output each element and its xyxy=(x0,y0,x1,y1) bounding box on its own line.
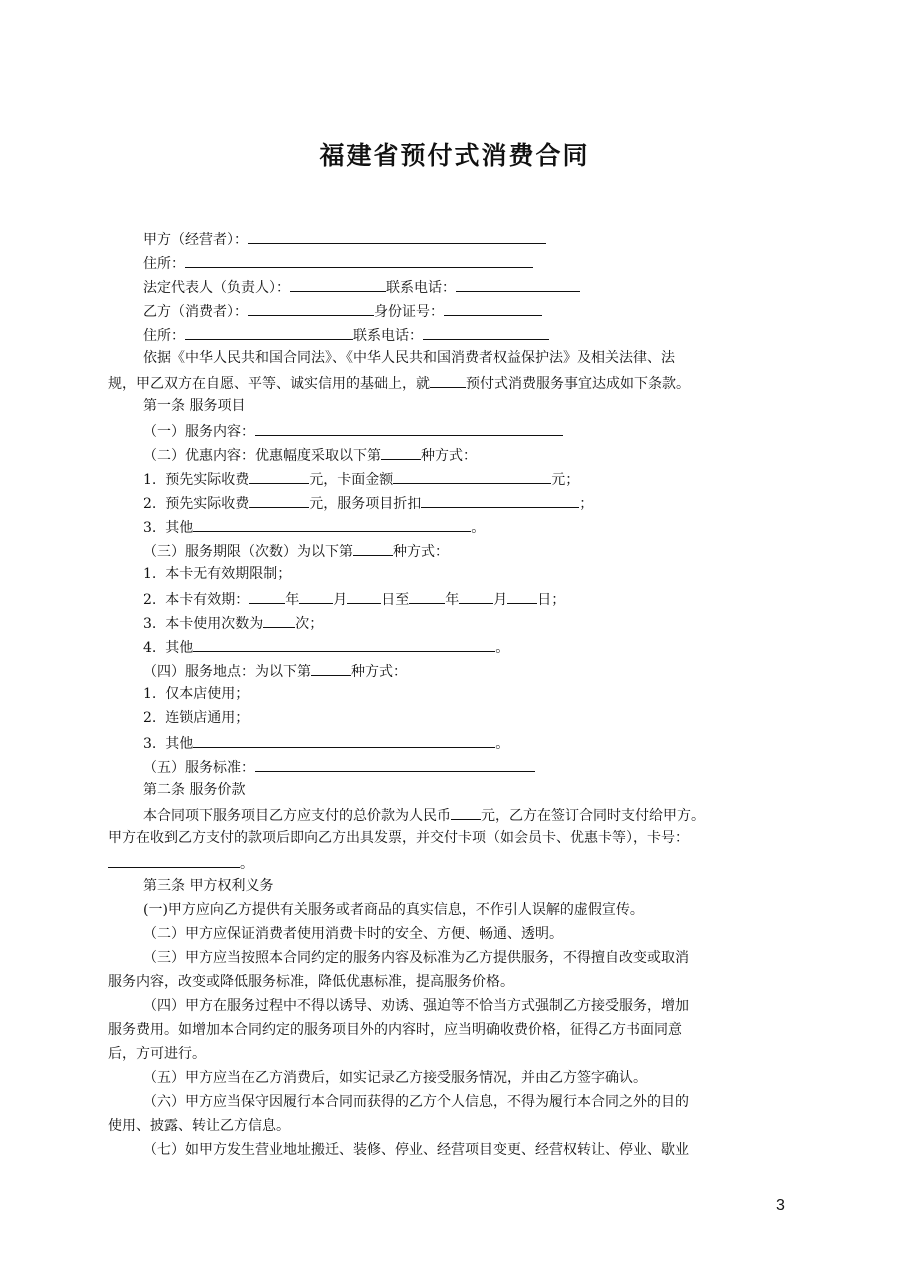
discount-option-3 xyxy=(143,517,485,537)
end-day-blank xyxy=(507,589,537,604)
month-label: 月 xyxy=(333,592,348,608)
preamble-text-a: 规，甲乙双方在自愿、平等、诚实信用的基础上，就 xyxy=(108,376,430,392)
year-label: 年 xyxy=(445,592,460,608)
discount-option-2 xyxy=(143,493,593,513)
option-text: 本卡无有效期限制； xyxy=(165,566,292,582)
option-text-b: 次； xyxy=(295,616,324,632)
option-text-a: 其他 xyxy=(165,736,194,752)
address-b-label: 住所： xyxy=(143,328,185,344)
place-choice-blank xyxy=(311,661,351,676)
term-option-1 xyxy=(143,565,291,583)
option-text-a: 其他 xyxy=(165,520,194,536)
preamble-line-2 xyxy=(108,373,690,393)
article3-clause-4-line-3: 后，方可进行。 xyxy=(108,1046,206,1062)
term-text-a: （三）服务期限（次数）为以下第 xyxy=(143,544,353,560)
discount-choice-blank xyxy=(381,445,421,460)
article2-line-1 xyxy=(143,805,705,825)
option-text-a: 本卡使用次数为 xyxy=(165,616,264,632)
option-number: 2. xyxy=(143,496,157,512)
discount-option-1 xyxy=(143,469,579,489)
other-place-blank xyxy=(193,733,495,748)
place-option-2 xyxy=(143,709,249,727)
legal-rep-blank xyxy=(290,277,386,292)
option-number: 3. xyxy=(143,616,157,632)
id-number-blank xyxy=(444,301,542,316)
discount-text-b: 种方式： xyxy=(421,448,477,464)
option-text-b: 元，卡面金额 xyxy=(309,472,394,488)
other-term-blank xyxy=(193,637,495,652)
service-standard-label: （五）服务标准： xyxy=(143,760,255,776)
option-text-a: 其他 xyxy=(165,640,194,656)
phone-a-label: 联系电话： xyxy=(386,280,456,296)
party-a-label: 甲方（经营者）： xyxy=(143,232,248,248)
option-number: 2. xyxy=(143,710,157,726)
option-number: 1. xyxy=(143,472,157,488)
start-year-blank xyxy=(249,589,285,604)
party-b-line xyxy=(143,301,542,321)
article2-line-3 xyxy=(108,853,254,873)
party-a-blank xyxy=(248,229,546,244)
discount-line xyxy=(143,445,477,465)
prepaid-amount-blank xyxy=(249,493,309,508)
service-content-blank xyxy=(255,421,563,436)
legal-rep-line xyxy=(143,277,580,297)
term-choice-blank xyxy=(353,541,393,556)
place-option-1 xyxy=(143,685,249,703)
discount-text-a: （二）优惠内容：优惠幅度采取以下第 xyxy=(143,448,381,464)
article2-heading: 第二条 服务价款 xyxy=(143,782,246,798)
term-text-b: 种方式： xyxy=(393,544,449,560)
end-month-blank xyxy=(459,589,493,604)
option-text-b: 。 xyxy=(495,640,510,656)
place-text-a: （四）服务地点：为以下第 xyxy=(143,664,311,680)
option-number: 3. xyxy=(143,736,157,752)
start-month-blank xyxy=(299,589,333,604)
service-type-blank xyxy=(430,373,466,388)
address-a-blank xyxy=(185,253,533,268)
service-standard-line xyxy=(143,757,535,777)
article1-heading: 第一条 服务项目 xyxy=(143,398,246,414)
option-text-a: 预先实际收费 xyxy=(165,472,250,488)
article2-line-2: 甲方在收到乙方支付的款项后即向乙方出具发票，并交付卡项（如会员卡、优惠卡等），卡号： xyxy=(108,830,689,846)
phone-b-blank xyxy=(423,325,549,340)
end-year-blank xyxy=(409,589,445,604)
total-price-blank xyxy=(451,805,481,820)
option-text-c: 元； xyxy=(551,472,580,488)
month-label: 月 xyxy=(493,592,508,608)
article3-clause-7-line-1: （七）如甲方发生营业地址搬迁、装修、停业、经营项目变更、经营权转让、停业、歇业 xyxy=(143,1142,689,1158)
phone-b-label: 联系电话： xyxy=(353,328,423,344)
option-text-b: 元，服务项目折扣 xyxy=(309,496,422,512)
party-a-line xyxy=(143,229,546,249)
phone-a-blank xyxy=(456,277,580,292)
article3-clause-3-line-1: （三）甲方应当按照本合同约定的服务内容及标准为乙方提供服务，不得擅自改变或取消 xyxy=(143,950,689,966)
article3-clause-4-line-1: （四）甲方在服务过程中不得以诱导、劝诱、强迫等不恰当方式强制乙方接受服务，增加 xyxy=(143,998,689,1014)
option-text-c: ； xyxy=(579,496,594,512)
option-number: 1. xyxy=(143,686,157,702)
option-text-b: 。 xyxy=(495,736,510,752)
place-text-b: 种方式： xyxy=(351,664,407,680)
term-option-3 xyxy=(143,613,323,633)
option-text: 仅本店使用； xyxy=(165,686,250,702)
usage-count-blank xyxy=(263,613,295,628)
period: 。 xyxy=(240,856,254,872)
option-text-b: 。 xyxy=(471,520,486,536)
party-b-blank xyxy=(248,301,374,316)
page-number: 3 xyxy=(776,1197,785,1214)
article3-clause-1: (一)甲方应向乙方提供有关服务或者商品的真实信息，不作引人误解的虚假宣传。 xyxy=(143,902,644,918)
term-line xyxy=(143,541,449,561)
prepaid-amount-blank xyxy=(249,469,309,484)
preamble-line-1: 依据《中华人民共和国合同法》、《中华人民共和国消费者权益保护法》及相关法律、法 xyxy=(143,350,675,366)
place-option-3 xyxy=(143,733,509,753)
article3-clause-5: （五）甲方应当在乙方消费后，如实记录乙方接受服务情况，并由乙方签字确认。 xyxy=(143,1070,647,1086)
address-b-line xyxy=(143,325,549,345)
total-price-text-a: 本合同项下服务项目乙方应支付的总价款为人民币 xyxy=(143,808,451,824)
option-number: 3. xyxy=(143,520,157,536)
contract-title: 福建省预付式消费合同 xyxy=(319,141,590,170)
id-number-label: 身份证号： xyxy=(374,304,444,320)
discount-rate-blank xyxy=(421,493,579,508)
article3-clause-3-line-2: 服务内容，改变或降低服务标准，降低优惠标准，提高服务价格。 xyxy=(108,974,514,990)
article3-clause-4-line-2: 服务费用。如增加本合同约定的服务项目外的内容时，应当明确收费价格，征得乙方书面同意 xyxy=(108,1022,682,1038)
address-b-blank xyxy=(185,325,353,340)
place-line xyxy=(143,661,407,681)
address-a-line xyxy=(143,253,533,273)
card-number-blank xyxy=(108,853,240,868)
option-number: 1. xyxy=(143,566,157,582)
option-number: 2. xyxy=(143,592,157,608)
option-text: 连锁店通用； xyxy=(165,710,250,726)
option-text-a: 预先实际收费 xyxy=(165,496,250,512)
service-content-label: （一）服务内容： xyxy=(143,424,255,440)
term-option-4 xyxy=(143,637,509,657)
term-option-2 xyxy=(143,589,565,609)
card-value-blank xyxy=(393,469,551,484)
legal-rep-label: 法定代表人（负责人）： xyxy=(143,280,290,296)
preamble-text-b: 预付式消费服务事宜达成如下条款。 xyxy=(466,376,690,392)
service-content-line xyxy=(143,421,563,441)
option-number: 4. xyxy=(143,640,157,656)
start-day-blank xyxy=(347,589,381,604)
article3-clause-2: （二）甲方应保证消费者使用消费卡时的安全、方便、畅通、透明。 xyxy=(143,926,563,942)
year-label: 年 xyxy=(285,592,300,608)
day-to-label: 日至 xyxy=(381,592,410,608)
article3-heading: 第三条 甲方权利义务 xyxy=(143,878,274,894)
article3-clause-6-line-1: （六）甲方应当保守因履行本合同而获得的乙方个人信息，不得为履行本合同之外的目的 xyxy=(143,1094,689,1110)
article3-clause-6-line-2: 使用、披露、转让乙方信息。 xyxy=(108,1118,290,1134)
other-discount-blank xyxy=(193,517,471,532)
party-b-label: 乙方（消费者）： xyxy=(143,304,248,320)
service-standard-blank xyxy=(255,757,535,772)
total-price-text-b: 元，乙方在签订合同时支付给甲方。 xyxy=(481,808,705,824)
day-label: 日； xyxy=(537,592,566,608)
address-a-label: 住所： xyxy=(143,256,185,272)
option-text: 本卡有效期： xyxy=(165,592,250,608)
